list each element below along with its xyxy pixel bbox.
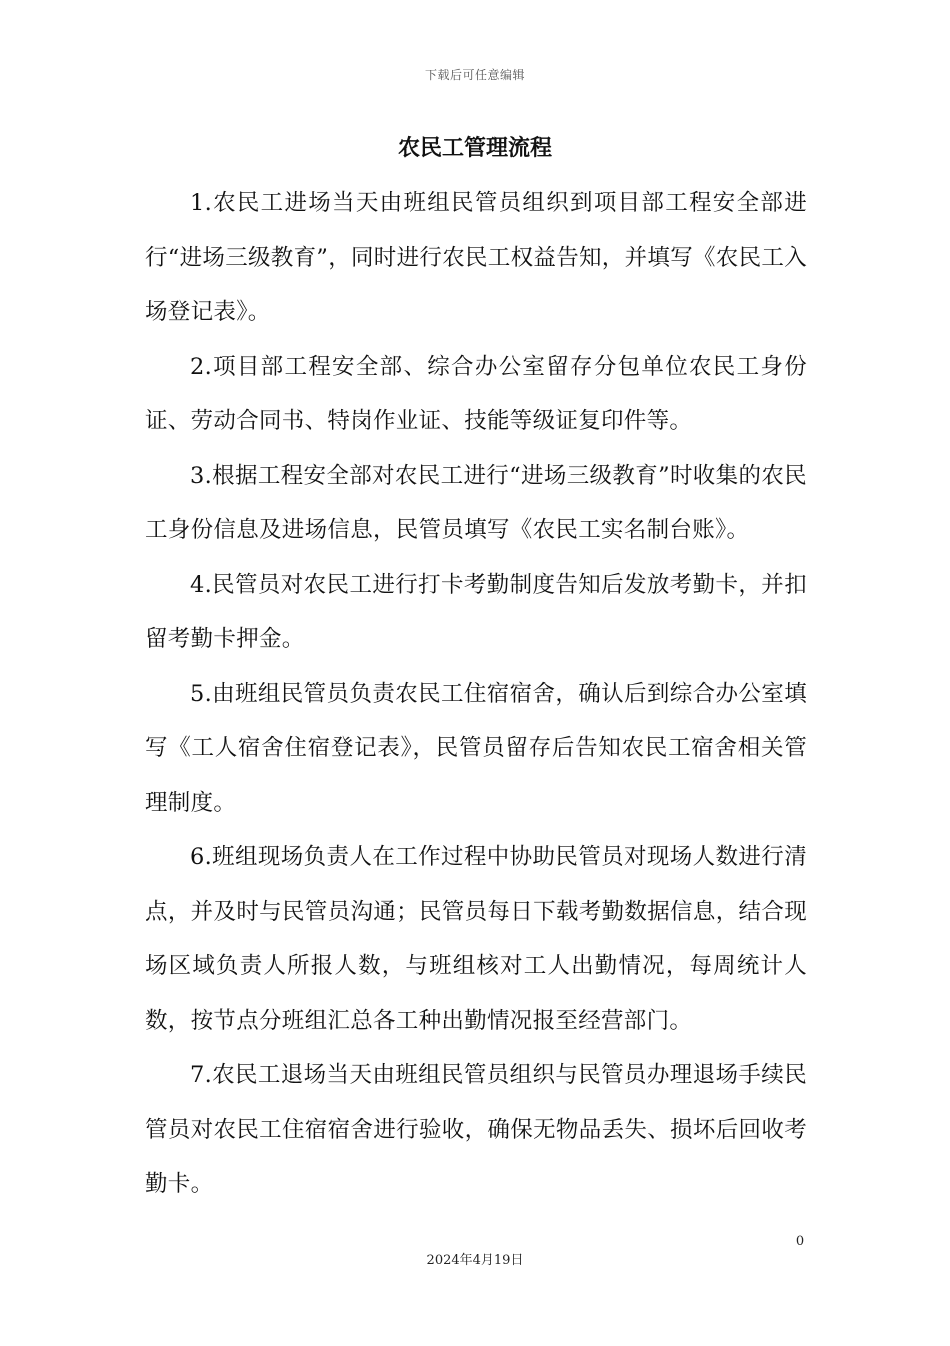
paragraph-5: 5.由班组民管员负责农民工住宿宿舍，确认后到综合办公室填写《工人宿舍住宿登记表》，民管员留存后告知农民工宿舍相关管理制度。 [145, 680, 807, 816]
paragraph-2: 2.项目部工程安全部、综合办公室留存分包单位农民工身份证、劳动合同书、特岗作业证、技能等级证复印件等。 [145, 353, 807, 434]
document-body [145, 176, 807, 1212]
page-number: 0 [795, 1234, 805, 1249]
paragraph-3: 3.根据工程安全部对农民工进行“进场三级教育”时收集的农民工身份信息及进场信息，民管员填写《农民工实名制台账》。 [145, 462, 807, 543]
paragraph-1: 1.农民工进场当天由班组民管员组织到项目部工程安全部进行“进场三级教育”，同时进行农民工权益告知，并填写《农民工入场登记表》。 [145, 190, 808, 325]
paragraph-4: 4.民管员对农民工进行打卡考勤制度告知后发放考勤卡，并扣留考勤卡押金。 [145, 571, 807, 652]
document-title: 农民工管理流程 [397, 136, 552, 161]
footer-date: 2024年4月19日 [426, 1253, 524, 1268]
paragraph-7: 7.农民工退场当天由班组民管员组织与民管员办理退场手续民管员对农民工住宿宿舍进行验收，确保无物品丢失、损坏后回收考勤卡。 [145, 1062, 807, 1197]
header-note: 下载后可任意编辑 [424, 68, 525, 82]
paragraph-6: 6.班组现场负责人在工作过程中协助民管员对现场人数进行清点，并及时与民管员沟通；民管员每日下载考勤数据信息，结合现场区域负责人所报人数，与班组核对工人出勤情况，每周统计人数，按节点分班组汇总各工种出勤情况报至经营部门。 [145, 844, 807, 1034]
